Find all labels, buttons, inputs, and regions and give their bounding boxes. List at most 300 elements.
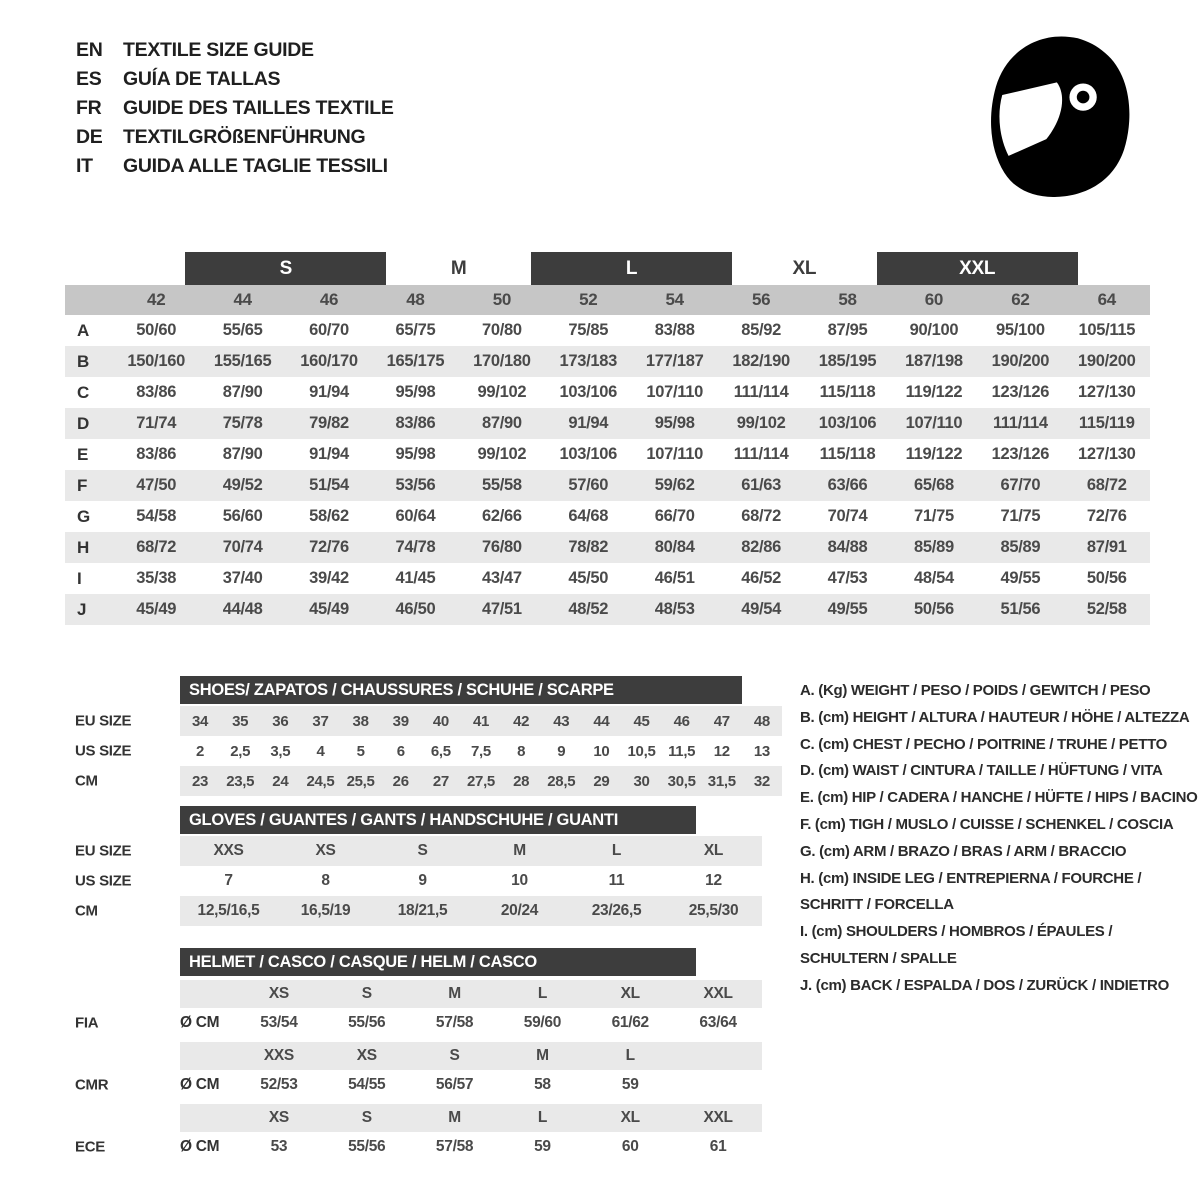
measurement-cell: 119/122 bbox=[905, 383, 963, 401]
size-number: 52 bbox=[579, 290, 598, 309]
size-row bbox=[75, 896, 785, 926]
helmet-value-row bbox=[75, 1008, 785, 1038]
unit-label: Ø CM bbox=[180, 1138, 220, 1155]
size-cell: 43 bbox=[553, 712, 570, 730]
legend-item: A. (Kg) WEIGHT / PESO / POIDS / GEWITCH / PESO bbox=[800, 682, 1151, 699]
size-number: 46 bbox=[319, 290, 339, 309]
textile-row bbox=[65, 315, 1150, 346]
size-cell: 3,5 bbox=[270, 742, 291, 760]
size-cell: 8 bbox=[321, 872, 330, 889]
helmet-size-label: XS bbox=[356, 1047, 377, 1064]
size-number: 64 bbox=[1097, 290, 1116, 309]
measurement-cell: 56/60 bbox=[222, 507, 263, 525]
gloves-table bbox=[75, 806, 785, 926]
measurement-cell: 74/78 bbox=[395, 538, 436, 556]
measurement-cell: 60/64 bbox=[395, 507, 436, 525]
measurement-cell: 37/40 bbox=[222, 569, 263, 587]
measurement-cell: 76/80 bbox=[481, 538, 522, 556]
row-data bbox=[180, 866, 762, 896]
legend-item: I. (cm) SHOULDERS / HOMBROS / ÉPAULES / bbox=[800, 923, 1113, 941]
textile-body bbox=[65, 315, 1150, 625]
measurement-cell: 85/89 bbox=[1000, 538, 1041, 556]
textile-row bbox=[65, 501, 1150, 532]
measurement-cell: 155/165 bbox=[213, 352, 272, 370]
measurement-cell: 91/94 bbox=[309, 445, 349, 463]
language-title: GUIDE DES TAILLES TEXTILE bbox=[123, 97, 394, 119]
measurement-cell: 41/45 bbox=[395, 569, 436, 587]
helmet-size-value: 57/58 bbox=[435, 1138, 474, 1155]
size-cell: 2 bbox=[196, 742, 205, 760]
helmet-size-row bbox=[180, 1104, 762, 1132]
textile-row bbox=[65, 563, 1150, 594]
measurement-cell: 115/118 bbox=[819, 445, 876, 463]
measurement-cell: 173/183 bbox=[559, 352, 618, 370]
measurement-cell: 61/63 bbox=[741, 476, 782, 494]
language-title: GUÍA DE TALLAS bbox=[123, 68, 281, 90]
helmet-table bbox=[75, 948, 785, 1162]
measurement-cell: 90/100 bbox=[909, 321, 959, 339]
textile-row bbox=[65, 408, 1150, 439]
helmet-size-value: 57/58 bbox=[435, 1014, 474, 1031]
measurement-cell: 103/106 bbox=[559, 445, 618, 463]
size-cell: 46 bbox=[673, 712, 690, 730]
textile-row bbox=[65, 594, 1150, 625]
legend-item: SCHRITT / FORCELLA bbox=[800, 896, 954, 914]
size-cell: 10 bbox=[511, 872, 528, 889]
measurement-cell: 127/130 bbox=[1078, 445, 1136, 463]
helmet-size-value: 56/57 bbox=[435, 1076, 474, 1093]
measurement-cell: 119/122 bbox=[905, 445, 963, 463]
legend-item: D. (cm) WAIST / CINTURA / TAILLE / HÜFTUNG / VITA bbox=[800, 762, 1163, 780]
measurement-cell: 87/90 bbox=[222, 383, 263, 401]
helmet-size-value: 59 bbox=[621, 1076, 639, 1093]
shoes-table bbox=[75, 676, 785, 796]
textile-row bbox=[65, 439, 1150, 470]
legend-list bbox=[800, 678, 1198, 1000]
shoes-rows bbox=[75, 706, 785, 796]
helmet-size-value: 55/56 bbox=[348, 1138, 386, 1155]
measurement-cell: 50/56 bbox=[914, 600, 954, 618]
measurement-cell: 99/102 bbox=[477, 445, 527, 463]
size-cell: 29 bbox=[593, 772, 610, 790]
language-code: ES bbox=[76, 68, 102, 90]
measurement-cell: 63/66 bbox=[827, 476, 868, 494]
language-row bbox=[76, 65, 394, 94]
size-cell: 24 bbox=[272, 772, 289, 790]
helmet-size-label: M bbox=[536, 1047, 549, 1064]
measurement-cell: 190/200 bbox=[1078, 352, 1136, 370]
row-label: US SIZE bbox=[75, 742, 132, 760]
measurement-cell: 83/86 bbox=[136, 445, 177, 463]
language-code: IT bbox=[76, 155, 93, 177]
measurement-cell: 49/52 bbox=[222, 476, 263, 494]
size-cell: 38 bbox=[352, 712, 369, 730]
row-data bbox=[180, 736, 782, 766]
row-label: US SIZE bbox=[75, 872, 132, 890]
measurement-cell: 87/91 bbox=[1086, 538, 1127, 556]
measurement-cell: 87/90 bbox=[222, 445, 263, 463]
size-group-label: M bbox=[450, 257, 467, 279]
helmet-size-value: 58 bbox=[534, 1076, 551, 1093]
size-cell: 30 bbox=[633, 772, 650, 790]
measurement-cell: 44/48 bbox=[222, 600, 263, 618]
size-cell: 2,5 bbox=[230, 742, 251, 760]
helmet-size-value: 52/53 bbox=[260, 1076, 298, 1093]
measurement-cell: 177/187 bbox=[645, 352, 704, 370]
size-cell: 41 bbox=[472, 712, 490, 730]
helmet-size-label: L bbox=[625, 1047, 635, 1064]
size-cell: 40 bbox=[432, 712, 449, 730]
size-number: 62 bbox=[1011, 290, 1030, 309]
helmet-size-row bbox=[180, 1042, 762, 1070]
helmet-size-value: 61 bbox=[709, 1138, 727, 1155]
size-cell: 28 bbox=[513, 772, 530, 790]
size-cell: 37 bbox=[312, 712, 329, 730]
legend-item: SCHULTERN / SPALLE bbox=[800, 949, 957, 967]
helmet-size-label: M bbox=[448, 1109, 461, 1126]
language-title: GUIDA ALLE TAGLIE TESSILI bbox=[123, 155, 388, 177]
size-cell: 47 bbox=[713, 712, 730, 730]
textile-row bbox=[65, 470, 1150, 501]
measurement-cell: 127/130 bbox=[1078, 383, 1136, 401]
measurement-cell: 87/95 bbox=[827, 321, 868, 339]
measurement-cell: 75/85 bbox=[568, 321, 609, 339]
helmet-size-label: S bbox=[361, 985, 372, 1002]
measurement-cell: 53/56 bbox=[395, 476, 436, 494]
measurement-cell: 68/72 bbox=[1086, 476, 1127, 494]
size-cell: L bbox=[611, 842, 622, 859]
size-cell: 18/21,5 bbox=[397, 902, 448, 919]
measurement-cell: 45/49 bbox=[309, 600, 349, 618]
size-cell: 8 bbox=[517, 742, 526, 760]
helmet-table-title: HELMET / CASCO / CASQUE / HELM / CASCO bbox=[180, 948, 696, 976]
size-cell: 39 bbox=[392, 712, 409, 730]
measurement-cell: 123/126 bbox=[991, 383, 1050, 401]
measurement-cell: 83/86 bbox=[395, 414, 436, 432]
size-cell: 10,5 bbox=[627, 742, 656, 760]
measurement-cell: 72/76 bbox=[309, 538, 349, 556]
measurement-cell: 190/200 bbox=[991, 352, 1050, 370]
measurement-cell: 185/195 bbox=[818, 352, 877, 370]
measurement-cell: 51/56 bbox=[1000, 600, 1041, 618]
language-list bbox=[76, 36, 394, 181]
measurement-cell: 60/70 bbox=[309, 321, 349, 339]
measurement-cell: 95/98 bbox=[395, 383, 436, 401]
size-cell: 34 bbox=[192, 712, 209, 730]
size-cell: 12,5/16,5 bbox=[197, 902, 260, 919]
helmet-size-value: 59 bbox=[534, 1138, 551, 1155]
helmet-size-value: 59/60 bbox=[523, 1014, 562, 1031]
helmet-size-label: S bbox=[361, 1109, 372, 1126]
size-row bbox=[75, 866, 785, 896]
measurement-cell: 107/110 bbox=[905, 414, 963, 432]
measurement-cell: 123/126 bbox=[991, 445, 1050, 463]
measurement-cell: 99/102 bbox=[477, 383, 527, 401]
measurement-cell: 87/90 bbox=[481, 414, 522, 432]
helmet-size-label: XS bbox=[268, 1109, 289, 1126]
row-letter: G bbox=[77, 506, 90, 526]
helmet-size-value: 63/64 bbox=[699, 1014, 737, 1031]
helmet-size-row bbox=[180, 980, 762, 1008]
standard-label: CMR bbox=[75, 1076, 109, 1094]
size-cell: S bbox=[417, 842, 428, 859]
helmet-size-value: 53 bbox=[270, 1138, 288, 1155]
measurement-cell: 49/55 bbox=[827, 600, 868, 618]
legend-item: B. (cm) HEIGHT / ALTURA / HAUTEUR / HÖHE / ALTEZZA bbox=[800, 708, 1190, 726]
size-cell: 20/24 bbox=[500, 902, 539, 919]
measurement-cell: 62/66 bbox=[481, 507, 522, 525]
size-cell: 32 bbox=[753, 772, 770, 790]
measurement-cell: 47/51 bbox=[481, 600, 522, 618]
row-letter: D bbox=[77, 413, 89, 433]
helmet-size-value: 53/54 bbox=[260, 1014, 298, 1031]
size-cell: 7 bbox=[224, 872, 233, 889]
measurement-cell: 70/80 bbox=[481, 321, 522, 339]
measurement-cell: 48/52 bbox=[568, 600, 609, 618]
legend-item: J. (cm) BACK / ESPALDA / DOS / ZURÜCK / INDIETRO bbox=[800, 976, 1169, 994]
measurement-cell: 65/68 bbox=[914, 476, 954, 494]
racing-helmet-icon bbox=[980, 32, 1140, 200]
measurement-cell: 71/74 bbox=[136, 414, 177, 432]
legend-item: C. (cm) CHEST / PECHO / POITRINE / TRUHE / PETTO bbox=[800, 735, 1168, 753]
size-cell: 16,5/19 bbox=[300, 902, 351, 919]
size-row bbox=[75, 736, 785, 766]
measurement-cell: 82/86 bbox=[741, 538, 782, 556]
measurement-cell: 105/115 bbox=[1078, 321, 1136, 339]
measurement-cell: 71/75 bbox=[1000, 507, 1041, 525]
helmet-size-value: 61/62 bbox=[611, 1014, 649, 1031]
legend-item: H. (cm) INSIDE LEG / ENTREPIERNA / FOURCHE / bbox=[800, 869, 1142, 887]
measurement-cell: 46/51 bbox=[654, 569, 695, 587]
language-code: EN bbox=[76, 39, 103, 61]
measurement-cell: 65/75 bbox=[395, 321, 436, 339]
language-row bbox=[76, 152, 394, 181]
measurement-cell: 66/70 bbox=[654, 507, 695, 525]
size-group-label: XXL bbox=[877, 252, 1078, 285]
measurement-cell: 72/76 bbox=[1086, 507, 1127, 525]
size-number: 60 bbox=[924, 290, 944, 309]
measurement-cell: 71/75 bbox=[914, 507, 954, 525]
legend-item: G. (cm) ARM / BRAZO / BRAS / ARM / BRACCIO bbox=[800, 842, 1127, 860]
size-cell: M bbox=[513, 842, 526, 859]
measurement-cell: 35/38 bbox=[136, 569, 177, 587]
measurement-cell: 115/119 bbox=[1078, 414, 1135, 432]
measurement-cell: 58/62 bbox=[309, 507, 349, 525]
language-title: TEXTILGRÖßENFÜHRUNG bbox=[123, 126, 366, 148]
standard-label: FIA bbox=[75, 1014, 99, 1032]
measurement-cell: 107/110 bbox=[646, 445, 704, 463]
measurement-cell: 103/106 bbox=[559, 383, 618, 401]
size-cell: 44 bbox=[593, 712, 610, 730]
helmet-value-row bbox=[75, 1132, 785, 1162]
textile-row bbox=[65, 377, 1150, 408]
measurement-cell: 70/74 bbox=[827, 507, 868, 525]
measurement-cell: 43/47 bbox=[481, 569, 522, 587]
row-data bbox=[180, 706, 782, 736]
helmet-size-label: XXS bbox=[263, 1047, 294, 1064]
size-cell: 36 bbox=[272, 712, 289, 730]
size-cell: 23,5 bbox=[226, 772, 255, 790]
size-number: 54 bbox=[665, 290, 684, 309]
measurement-cell: 83/86 bbox=[136, 383, 177, 401]
measurement-cell: 85/92 bbox=[741, 321, 782, 339]
size-cell: 9 bbox=[418, 872, 427, 889]
language-row bbox=[76, 123, 394, 152]
size-cell: 27,5 bbox=[466, 772, 495, 790]
measurement-cell: 50/56 bbox=[1086, 569, 1127, 587]
measurement-cell: 68/72 bbox=[136, 538, 177, 556]
size-cell: 6,5 bbox=[430, 742, 451, 760]
size-cell: 31,5 bbox=[707, 772, 736, 790]
helmet-sections bbox=[75, 980, 785, 1162]
measurement-cell: 85/89 bbox=[914, 538, 954, 556]
measurement-cell: 95/98 bbox=[395, 445, 436, 463]
row-letter: C bbox=[77, 382, 89, 402]
size-cell: 5 bbox=[356, 742, 365, 760]
textile-row bbox=[65, 346, 1150, 377]
measurement-cell: 47/50 bbox=[136, 476, 177, 494]
measurement-cell: 91/94 bbox=[568, 414, 609, 432]
measurement-cell: 55/58 bbox=[481, 476, 522, 494]
helmet-value-row bbox=[75, 1070, 785, 1100]
size-cell: 12 bbox=[705, 872, 722, 889]
size-number: 50 bbox=[492, 290, 512, 309]
shoes-table-title: SHOES/ ZAPATOS / CHAUSSURES / SCHUHE / SCARPE bbox=[180, 676, 742, 704]
measurement-cell: 182/190 bbox=[732, 352, 790, 370]
unit-label: Ø CM bbox=[180, 1014, 220, 1031]
helmet-size-label: L bbox=[537, 985, 547, 1002]
size-cell: 42 bbox=[513, 712, 530, 730]
row-label: EU SIZE bbox=[75, 712, 132, 730]
size-cell: XS bbox=[315, 842, 336, 859]
size-number: 44 bbox=[233, 290, 252, 309]
row-letter: H bbox=[77, 537, 89, 557]
language-code: DE bbox=[76, 126, 103, 148]
helmet-size-value: 54/55 bbox=[348, 1076, 386, 1093]
row-data bbox=[180, 836, 762, 866]
measurement-cell: 67/70 bbox=[1000, 476, 1041, 494]
measurement-cell: 115/118 bbox=[819, 383, 876, 401]
helmet-size-label: XXL bbox=[703, 985, 733, 1002]
size-group-row bbox=[65, 252, 1150, 285]
measurement-cell: 49/54 bbox=[741, 600, 782, 618]
helmet-size-label: M bbox=[448, 985, 461, 1002]
size-cell: XL bbox=[703, 842, 724, 859]
measurement-cell: 68/72 bbox=[741, 507, 782, 525]
row-data bbox=[180, 896, 762, 926]
size-cell: 7,5 bbox=[471, 742, 491, 760]
measurement-cell: 59/62 bbox=[654, 476, 695, 494]
size-row bbox=[75, 766, 785, 796]
standard-label: ECE bbox=[75, 1138, 105, 1156]
helmet-size-label: XS bbox=[268, 985, 289, 1002]
row-letter: E bbox=[77, 444, 89, 464]
measurement-cell: 51/54 bbox=[309, 476, 349, 494]
row-letter: J bbox=[77, 599, 87, 619]
size-number: 42 bbox=[147, 290, 166, 309]
size-number: 58 bbox=[838, 290, 857, 309]
textile-size-table bbox=[65, 252, 1150, 625]
size-cell: 48 bbox=[753, 712, 770, 730]
measurement-cell: 160/170 bbox=[300, 352, 358, 370]
measurement-cell: 45/49 bbox=[136, 600, 177, 618]
measurement-cell: 47/53 bbox=[827, 569, 868, 587]
measurement-cell: 187/198 bbox=[905, 352, 963, 370]
size-cell: 25,5/30 bbox=[688, 902, 739, 919]
size-group-label: L bbox=[531, 252, 732, 285]
size-row bbox=[75, 706, 785, 736]
measurement-cell: 46/52 bbox=[741, 569, 782, 587]
size-cell: 6 bbox=[396, 742, 405, 760]
size-number-row bbox=[65, 285, 1150, 315]
row-letter: F bbox=[77, 475, 88, 495]
size-cell: 23/26,5 bbox=[591, 902, 642, 919]
measurement-cell: 39/42 bbox=[309, 569, 349, 587]
row-data bbox=[180, 1132, 762, 1162]
measurement-cell: 95/98 bbox=[654, 414, 695, 432]
size-cell: 9 bbox=[557, 742, 566, 760]
measurement-cell: 48/53 bbox=[654, 600, 695, 618]
size-cell: 30,5 bbox=[667, 772, 696, 790]
row-data bbox=[180, 1008, 762, 1038]
row-letter: A bbox=[77, 320, 89, 340]
size-cell: 23 bbox=[192, 772, 209, 790]
measurement-cell: 55/65 bbox=[222, 321, 263, 339]
measurement-cell: 45/50 bbox=[568, 569, 609, 587]
measurement-cell: 54/58 bbox=[136, 507, 177, 525]
language-code: FR bbox=[76, 97, 102, 119]
row-label: CM bbox=[75, 902, 98, 920]
helmet-size-label: XXL bbox=[703, 1109, 733, 1126]
measurement-cell: 111/114 bbox=[733, 383, 789, 401]
row-label: CM bbox=[75, 772, 98, 790]
size-cell: 28,5 bbox=[547, 772, 576, 790]
measurement-cell: 46/50 bbox=[395, 600, 436, 618]
measurement-cell: 52/58 bbox=[1086, 600, 1127, 618]
size-cell: 13 bbox=[753, 742, 770, 760]
measurement-cell: 49/55 bbox=[1000, 569, 1041, 587]
size-group-label: XL bbox=[792, 257, 817, 279]
measurement-cell: 79/82 bbox=[309, 414, 349, 432]
legend-item: E. (cm) HIP / CADERA / HANCHE / HÜFTE / HIPS / BACINO bbox=[800, 789, 1198, 807]
measurement-cell: 91/94 bbox=[309, 383, 349, 401]
measurement-cell: 95/100 bbox=[996, 321, 1045, 339]
size-cell: 27 bbox=[432, 772, 449, 790]
language-title: TEXTILE SIZE GUIDE bbox=[123, 39, 314, 61]
measurement-cell: 83/88 bbox=[654, 321, 695, 339]
measurement-cell: 57/60 bbox=[568, 476, 609, 494]
unit-label: Ø CM bbox=[180, 1076, 220, 1093]
textile-row bbox=[65, 532, 1150, 563]
size-cell: 10 bbox=[593, 742, 610, 760]
size-row bbox=[75, 836, 785, 866]
size-cell: 25,5 bbox=[346, 772, 375, 790]
measurement-cell: 111/114 bbox=[733, 445, 789, 463]
measurement-cell: 48/54 bbox=[914, 569, 954, 587]
measurement-cell: 99/102 bbox=[736, 414, 786, 432]
measurement-cell: 80/84 bbox=[654, 538, 695, 556]
measurement-cell: 64/68 bbox=[568, 507, 609, 525]
size-cell: 35 bbox=[232, 712, 249, 730]
size-cell: 4 bbox=[316, 742, 325, 760]
helmet-size-label: L bbox=[537, 1109, 547, 1126]
measurement-cell: 165/175 bbox=[386, 352, 445, 370]
size-cell: XXS bbox=[213, 842, 244, 859]
measurement-cell: 170/180 bbox=[473, 352, 531, 370]
size-number: 48 bbox=[406, 290, 425, 309]
size-group-label: S bbox=[185, 252, 386, 285]
gloves-table-title: GLOVES / GUANTES / GANTS / HANDSCHUHE / GUANTI bbox=[180, 806, 696, 834]
